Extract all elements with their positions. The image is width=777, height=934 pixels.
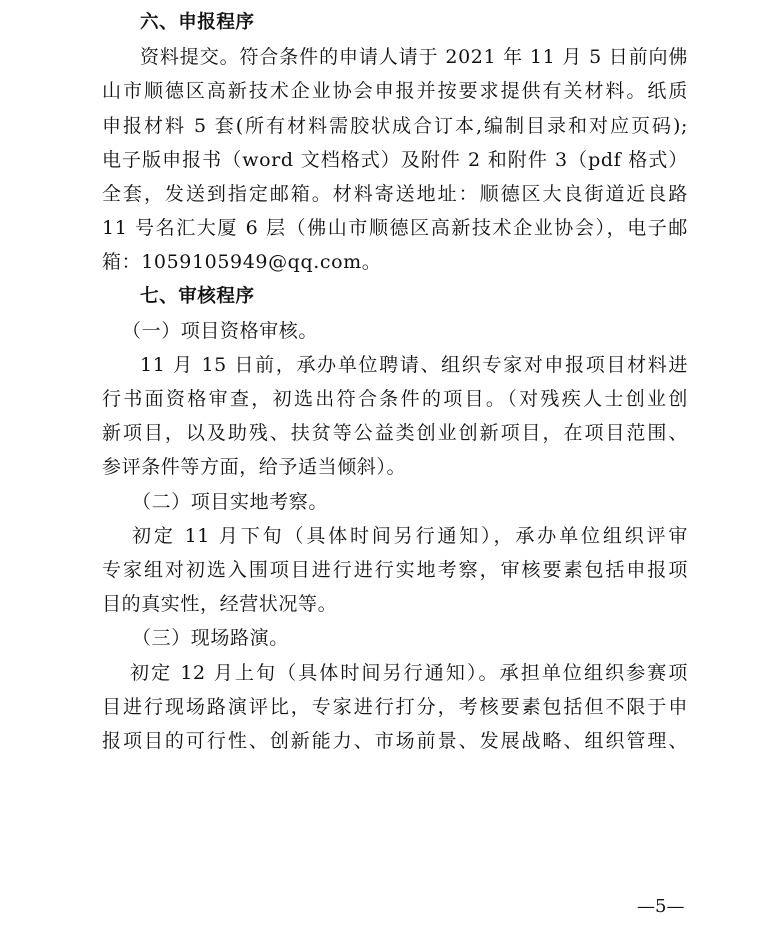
- paragraph-line-email: 箱：1059105949@qq.com。: [102, 251, 382, 274]
- paragraph-line: 目的真实性，经营状况等。: [102, 593, 338, 616]
- paragraph-line: 参评条件等方面，给予适当倾斜）。: [102, 456, 407, 479]
- paragraph-line: 资料提交。符合条件的申请人请于 2021 年 11 月 5 日前向佛: [140, 46, 688, 69]
- paragraph-line: 行书面资格审查，初选出符合条件的项目。（对残疾人士创业创: [102, 388, 688, 411]
- paragraph-line: 初定 12 月上旬（具体时间另行通知）。承担单位组织参赛项: [130, 661, 688, 684]
- paragraph-line: 电子版申报书（word 文档格式）及附件 2 和附件 3（pdf 格式）: [102, 148, 688, 171]
- paragraph-line: 申报材料 5 套(所有材料需胶状成合订本,编制目录和对应页码);: [102, 114, 688, 137]
- subsection-title-roadshow: （三）现场路演。: [132, 627, 289, 650]
- document-page: [102, 6, 688, 758]
- section-heading-review-procedure: 七、审核程序: [140, 285, 255, 307]
- subsection-title-site-inspection: （二）项目实地考察。: [132, 490, 329, 513]
- paragraph-line: 专家组对初选入围项目进行进行实地考察，审核要素包括申报项: [102, 559, 688, 581]
- paragraph-line: 报项目的可行性、创新能力、市场前景、发展战略、组织管理、: [102, 729, 688, 752]
- subsection-title-qualification-review: （一）项目资格审核。: [122, 319, 319, 342]
- paragraph-line: 新项目，以及助残、扶贫等公益类创业创新项目，在项目范围、: [102, 422, 688, 445]
- paragraph-line: 初定 11 月下旬（具体时间另行通知），承办单位组织评审: [132, 524, 688, 547]
- paragraph-line: 11 月 15 日前，承办单位聘请、组织专家对申报项目材料进: [140, 353, 688, 376]
- paragraph-line: 全套，发送到指定邮箱。材料寄送地址：顺德区大良街道近良路: [102, 182, 688, 205]
- paragraph-line: 目进行现场路演评比，专家进行打分，考核要素包括但不限于申: [102, 695, 688, 718]
- paragraph-line: 11 号名汇大厦 6 层（佛山市顺德区高新技术企业协会），电子邮: [102, 217, 688, 240]
- paragraph-line: 山市顺德区高新技术企业协会申报并按要求提供有关材料。纸质: [102, 80, 688, 103]
- page-number: —5—: [637, 896, 685, 917]
- section-heading-application-procedure: 六、申报程序: [140, 12, 255, 33]
